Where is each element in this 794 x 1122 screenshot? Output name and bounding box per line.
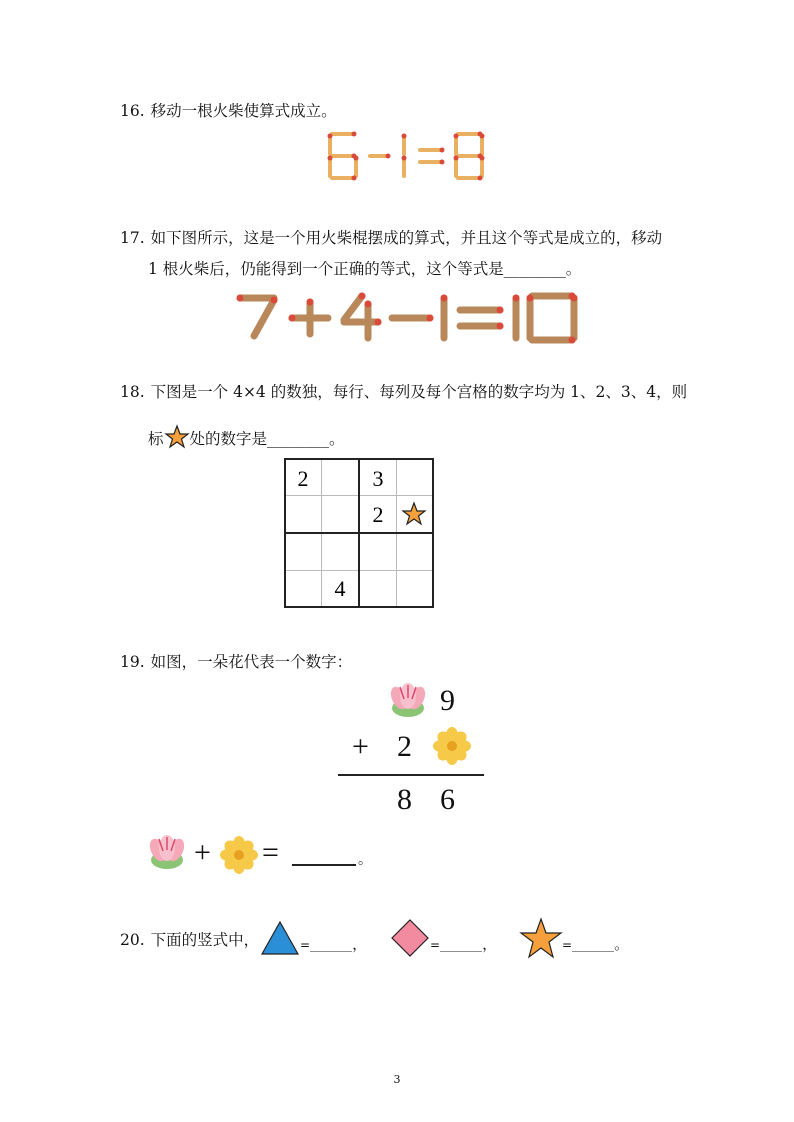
page-number: 3 (393, 1073, 401, 1086)
plus-sign-bottom: + (194, 836, 211, 869)
cell-r1c3: 3 (372, 466, 384, 491)
star-blank (562, 934, 629, 955)
blank-text: =_______ (300, 938, 353, 952)
diamond-blank (430, 934, 497, 955)
cell-r4c2: 4 (334, 576, 346, 601)
matchstick-equation-16 (324, 128, 494, 184)
question-19 (120, 652, 352, 672)
question-number: 18. (120, 383, 145, 401)
question-20 (120, 930, 259, 950)
blank-text: =_______ (562, 938, 615, 952)
question-18-line-1 (120, 382, 687, 402)
pink-flower-icon (387, 682, 429, 720)
matchstick-equation-17 (230, 290, 590, 346)
yellow-flower-icon (433, 727, 471, 765)
blank-text: =_______ (430, 938, 483, 952)
question-number: 16. (120, 102, 145, 120)
pink-flower-icon (146, 834, 188, 872)
triangle-icon (260, 920, 300, 956)
diamond-icon (390, 918, 430, 958)
question-number: 19. (120, 653, 145, 671)
comma: ， (352, 935, 368, 953)
question-16 (120, 101, 337, 121)
result-tens: 8 (397, 783, 412, 816)
text-before-star: 标 (148, 430, 164, 448)
yellow-flower-icon (220, 836, 258, 874)
star-icon (520, 918, 562, 958)
text-after-star: 处的数字是________。 (189, 430, 345, 448)
question-number: 17. (120, 229, 145, 247)
question-17-line-2: 1 根火柴后，仍能得到一个正确的等式，这个等式是________。 (148, 260, 582, 278)
triangle-blank (300, 934, 367, 955)
period: 。 (358, 852, 372, 868)
question-text: 如下图所示，这是一个用火柴棍摆成的算式，并且这个等式是成立的，移动 (150, 229, 663, 247)
star-icon (403, 503, 425, 524)
question-number: 20. (120, 931, 145, 949)
sum-line (338, 774, 484, 776)
question-text: 下面的竖式中， (150, 931, 260, 949)
period: 。 (614, 935, 630, 953)
star-icon (165, 425, 189, 449)
equals-sign: = (262, 836, 279, 869)
result-ones: 6 (440, 783, 455, 816)
question-text: 如图，一朵花代表一个数字： (150, 653, 353, 671)
answer-blank-19 (292, 864, 356, 866)
question-17-line-1 (120, 228, 662, 248)
cell-r1c1: 2 (297, 466, 309, 491)
comma: ， (482, 935, 498, 953)
question-text: 移动一根火柴使算式成立。 (150, 102, 337, 120)
cell-r2c3: 2 (372, 502, 384, 527)
sudoku-grid (284, 458, 434, 608)
addend-2-tens: 2 (397, 730, 412, 763)
addend-1-ones: 9 (440, 684, 455, 717)
plus-sign: + (352, 730, 369, 763)
question-text: 下图是一个 4×4 的数独，每行、每列及每个宫格的数字均为 1、2、3、4，则 (150, 383, 688, 401)
question-18-line-2 (148, 420, 345, 449)
